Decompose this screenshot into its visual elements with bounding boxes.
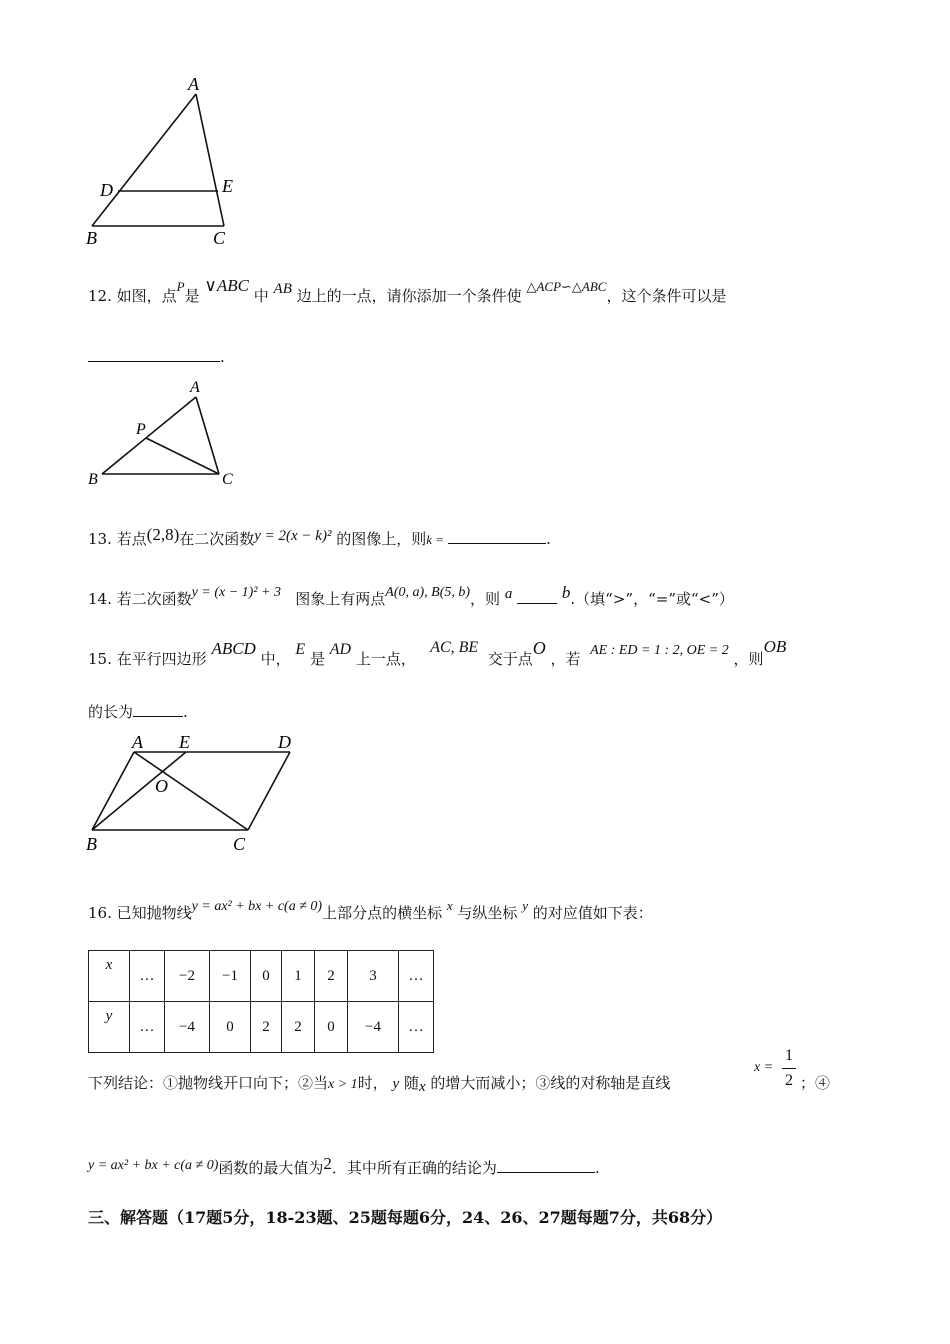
q16-math-2: 2 — [323, 1154, 332, 1173]
label-e: E — [222, 176, 233, 196]
q16-conclusions-line2 — [88, 1154, 600, 1180]
q12-math-abc: ∨ABC — [204, 276, 249, 295]
q16-c2: 时， — [357, 1074, 388, 1092]
q14-blank[interactable] — [517, 588, 557, 604]
q16-math-parabola: y = ax² + bx + c(a ≠ 0) — [191, 899, 323, 914]
table-row-y — [89, 1002, 434, 1053]
table-cell: … — [399, 1002, 434, 1053]
section-3-title: 三、解答题（17题5分，18-23题、25题每题6分，24、26、27题每题7分，共68分） — [88, 1208, 723, 1227]
q16-l2t1: 函数的最大值为 — [218, 1159, 324, 1177]
question-13 — [88, 525, 551, 550]
q12-math-p: P — [176, 279, 185, 294]
q16-c3: 随 — [403, 1074, 419, 1092]
q15-math-ratio: AE : ED = 1 : 2, OE = 2 — [590, 643, 729, 658]
q15-text-1: 在平行四边形 — [116, 650, 207, 668]
question-12 — [88, 276, 727, 307]
question-16 — [88, 898, 653, 925]
q14-text-3: ，则 — [470, 590, 501, 608]
label-e: E — [179, 732, 190, 752]
table-cell: 3 — [348, 951, 399, 1002]
q15-text-7: ，则 — [733, 650, 764, 668]
label-b: B — [86, 228, 97, 248]
q12-answer-line — [88, 346, 225, 367]
q16-math-y: y — [522, 898, 528, 913]
q13-math-point: (2,8) — [146, 525, 180, 544]
q12-text-5: ，这个条件可以是 — [606, 287, 727, 305]
table-cell: −4 — [165, 1002, 210, 1053]
label-d: D — [100, 180, 113, 200]
q14-math-a: a — [504, 586, 513, 602]
q13-math-k: k = — [426, 532, 445, 547]
q12-text-2: 是 — [184, 287, 200, 305]
fraction-numerator: 1 — [785, 1047, 793, 1064]
q12-blank[interactable] — [88, 346, 220, 362]
q13-number: 13. — [88, 530, 112, 548]
table-cell: 0 — [210, 1002, 251, 1053]
q13-blank[interactable] — [448, 528, 546, 544]
label-b: B — [86, 834, 97, 854]
q16-conclusions-line1 — [88, 1073, 670, 1095]
fraction-denominator: 2 — [785, 1072, 793, 1089]
q14-math-function: y = (x − 1)² + 3 — [191, 585, 281, 600]
table-cell: 0 — [315, 1002, 348, 1053]
fraction-bar — [782, 1068, 796, 1069]
q12-text-1: 如图，点 — [116, 287, 177, 305]
q12-end: . — [220, 348, 225, 366]
q15-math-o: O — [532, 638, 546, 658]
q16-c5: ；④ — [800, 1074, 831, 1092]
label-a: A — [132, 732, 143, 752]
q12-math-ab: AB — [273, 281, 292, 297]
table-cell: 1 — [282, 951, 315, 1002]
q16-number: 16. — [88, 904, 112, 922]
q16-c1: 下列结论：①抛物线开口向下；②当 — [88, 1074, 329, 1092]
label-d: D — [278, 732, 291, 752]
q15-text-2: 中， — [260, 650, 291, 668]
q14-number: 14. — [88, 590, 112, 608]
q15-math-e: E — [295, 641, 306, 658]
label-c: C — [233, 834, 246, 854]
q13-text-1: 若点 — [116, 530, 147, 548]
question-15 — [88, 637, 787, 671]
q16-math-parabola2: y = ax² + bx + c(a ≠ 0) — [88, 1158, 219, 1173]
table-cell: 2 — [282, 1002, 315, 1053]
table-cell: … — [130, 1002, 165, 1053]
q16-math-x: x — [446, 898, 453, 913]
label-p: P — [136, 421, 146, 438]
q12-text-3: 中 — [253, 287, 269, 305]
q14-text-2: 图象上有两点 — [295, 590, 386, 608]
q16-text-3: 与纵坐标 — [457, 904, 518, 922]
q15-text-5: 交于点 — [487, 650, 533, 668]
table-cell: 2 — [251, 1002, 282, 1053]
q14-text-1: 若二次函数 — [116, 590, 192, 608]
q16-blank[interactable] — [497, 1157, 595, 1173]
figure-parallelogram — [80, 730, 310, 858]
q16-text-1: 已知抛物线 — [116, 904, 192, 922]
figure-triangle-pc — [82, 376, 242, 491]
q16-value-table — [88, 950, 434, 1053]
q15-line2: 的长为 — [88, 703, 134, 721]
q15-math-ad: AD — [329, 641, 352, 658]
q14-math-b: b — [561, 583, 571, 602]
table-cell: −2 — [165, 951, 210, 1002]
table-cell: … — [399, 951, 434, 1002]
q15-math-acbe: AC, BE — [430, 639, 479, 656]
label-c: C — [213, 228, 226, 248]
q15-text-6: ，若 — [550, 650, 581, 668]
q16-text-4: 的对应值如下表： — [532, 904, 653, 922]
q15-math-abcd: ABCD — [211, 639, 256, 658]
q16-end: . — [594, 1159, 600, 1177]
q14-math-points: A(0, a), B(5, b) — [385, 585, 471, 600]
q13-end: . — [546, 530, 551, 548]
q12-number: 12. — [88, 287, 112, 305]
q16-math-x-gt-1: x > 1 — [328, 1077, 358, 1092]
label-o: O — [155, 776, 168, 796]
q13-text-3: 的图像上，则 — [336, 530, 427, 548]
q14-text-4: .（填“>”，“=”或“<”） — [570, 590, 734, 608]
q16-fraction — [782, 1046, 796, 1091]
q12-text-4: 边上的一点，请你添加一个条件使 — [296, 287, 522, 305]
q15-math-ob: OB — [763, 637, 787, 656]
q16-math-y2: y — [392, 1076, 400, 1092]
q15-end: . — [183, 703, 188, 721]
table-cell: 2 — [315, 951, 348, 1002]
figure-triangle-de — [80, 70, 250, 255]
label-b: B — [88, 471, 98, 488]
q16-text-2: 上部分点的横坐标 — [322, 904, 443, 922]
label-a: A — [188, 74, 199, 94]
label-a: A — [190, 379, 200, 396]
q16-l2t2: ．其中所有正确的结论为 — [331, 1159, 497, 1177]
q13-text-2: 在二次函数 — [179, 530, 255, 548]
q13-math-function: y = 2(x − k)² — [254, 528, 332, 544]
table-cell: x — [89, 951, 130, 1002]
q15-text-4: 上一点， — [355, 650, 416, 668]
table-cell: 0 — [251, 951, 282, 1002]
q15-blank[interactable] — [133, 701, 183, 717]
q15-text-3: 是 — [309, 650, 325, 668]
table-row-x — [89, 951, 434, 1002]
q12-math-similar: △ACP∽△ABC — [526, 279, 607, 294]
q15-number: 15. — [88, 650, 112, 668]
q15-answer-line — [88, 701, 188, 722]
q16-math-x2: x — [418, 1079, 426, 1095]
table-cell: −1 — [210, 951, 251, 1002]
table-cell: … — [130, 951, 165, 1002]
label-c: C — [222, 471, 233, 488]
question-14 — [88, 583, 734, 611]
table-cell: y — [89, 1002, 130, 1053]
q16-math-x-eq: x = — [754, 1060, 774, 1075]
q16-c4: 的增大而减小；③线的对称轴是直线 — [430, 1074, 671, 1092]
table-cell: −4 — [348, 1002, 399, 1053]
